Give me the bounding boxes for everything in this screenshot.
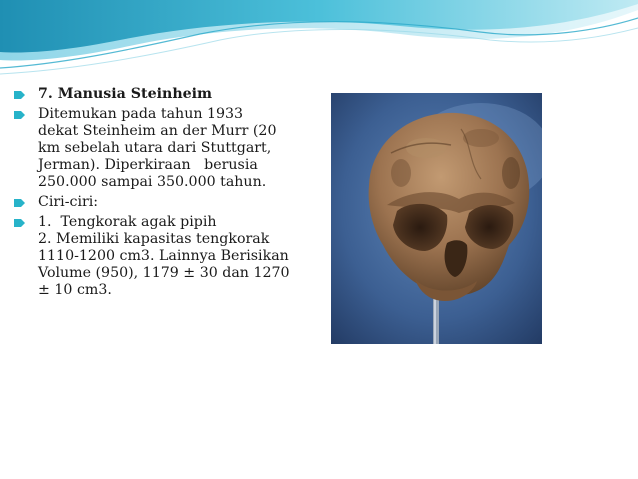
text-line: ± 10 cm3. xyxy=(38,282,112,298)
bullet-icon xyxy=(14,111,25,119)
bullet-item-characteristics xyxy=(14,194,314,211)
bullet-icon xyxy=(14,219,25,227)
slide-title: 7. Manusia Steinheim xyxy=(38,86,213,102)
bullet-icon xyxy=(14,91,25,99)
bullet-item-discovery xyxy=(14,106,314,191)
bullet-icon xyxy=(14,199,25,207)
text-line: 250.000 sampai 350.000 tahun. xyxy=(38,174,267,190)
bullet-title-row xyxy=(14,86,314,103)
slide-text-area xyxy=(14,86,314,302)
text-line: Ditemukan pada tahun 1933 xyxy=(38,106,244,122)
text-line: Jerman). Diperkiraan berusia xyxy=(38,157,258,173)
skull-photo xyxy=(331,93,542,344)
text-line: 2. Memiliki kapasitas tengkorak xyxy=(38,231,270,247)
text-line: 1110-1200 cm3. Lainnya Berisikan xyxy=(38,248,289,264)
text-line: Volume (950), 1179 ± 30 dan 1270 xyxy=(38,265,290,281)
text-line: dekat Steinheim an der Murr (20 xyxy=(38,123,277,139)
text-line: Ciri-ciri: xyxy=(38,194,99,210)
text-line: km sebelah utara dari Stuttgart, xyxy=(38,140,272,156)
bullet-item-traits xyxy=(14,214,314,299)
text-line: 1. Tengkorak agak pipih xyxy=(38,214,217,230)
header-wave-decoration xyxy=(0,0,638,80)
